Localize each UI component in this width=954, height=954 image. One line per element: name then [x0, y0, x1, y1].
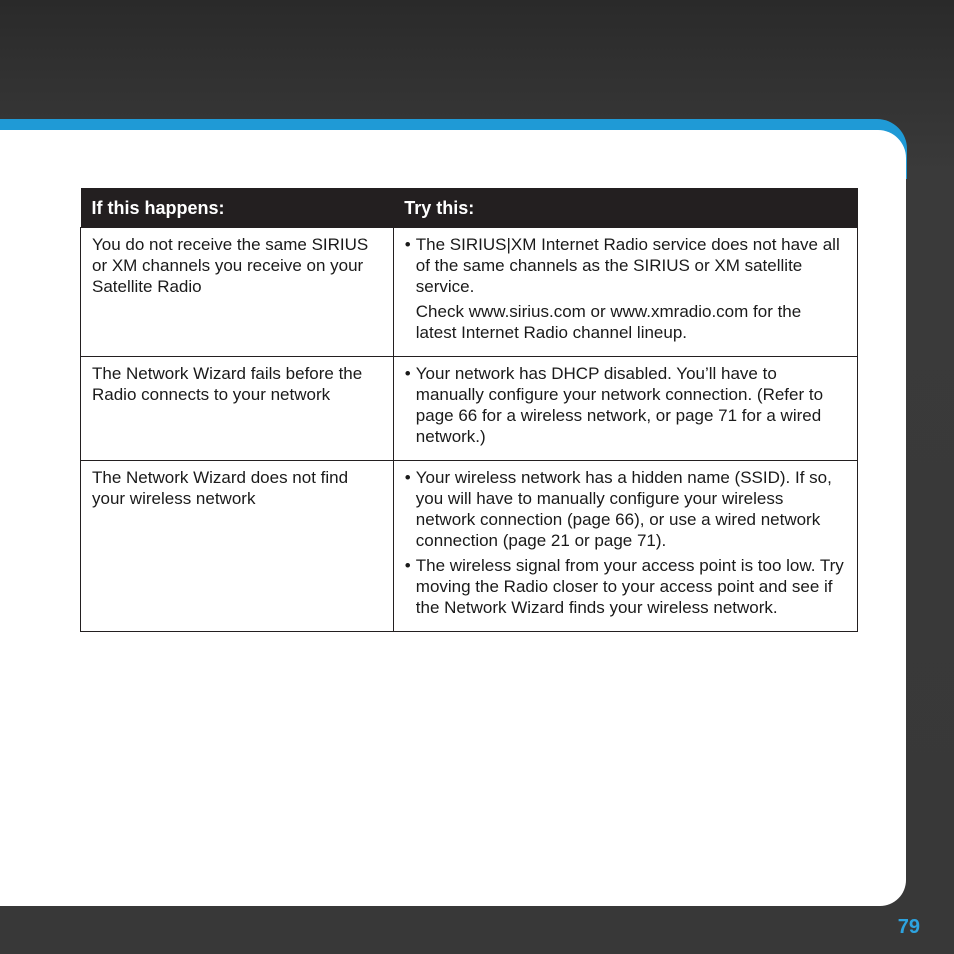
problem-cell: The Network Wizard fails before the Radio connects to your network [81, 357, 394, 461]
bullet-icon: • [404, 235, 411, 254]
solution-bullet [405, 363, 846, 447]
problem-cell: The Network Wizard does not find your wireless network [81, 461, 394, 632]
solution-text: The SIRIUS|XM Internet Radio service does not have all of the same channels as the SIRIUS or XM satellite service. [415, 235, 840, 296]
solution-cell [393, 228, 857, 357]
bullet-icon: • [404, 556, 411, 575]
solution-bullet [405, 467, 846, 551]
table-row [81, 228, 858, 357]
solution-text: The wireless signal from your access point is too low. Try moving the Radio closer to your access point and see if the Network Wizard finds your wireless network. [415, 556, 844, 617]
table-row [81, 357, 858, 461]
table-header-row [81, 188, 858, 228]
table-row [81, 461, 858, 632]
solution-cell [393, 357, 857, 461]
header-if-this-happens: If this happens: [81, 188, 394, 228]
solution-text: Your wireless network has a hidden name (SSID). If so, you will have to manually configure your wireless network connection (page 66), or use a wired network connection (page 21 or page 71). [415, 468, 832, 550]
solution-bullet [405, 555, 846, 618]
page-number: 79 [897, 916, 920, 938]
bullet-icon: • [404, 468, 411, 487]
header-try-this: Try this: [393, 188, 857, 228]
troubleshooting-table [80, 188, 858, 632]
solution-text: Your network has DHCP disabled. You’ll have to manually configure your network connection. (Refer to page 66 for a wireless network, or page 71 for a wired network.) [415, 364, 824, 446]
solution-paragraph: Check www.sirius.com or www.xmradio.com for the latest Internet Radio channel lineup. [415, 302, 802, 342]
bullet-icon: • [404, 364, 411, 383]
solution-cell [393, 461, 857, 632]
solution-bullet [405, 234, 846, 297]
problem-cell: You do not receive the same SIRIUS or XM channels you receive on your Satellite Radio [81, 228, 394, 357]
